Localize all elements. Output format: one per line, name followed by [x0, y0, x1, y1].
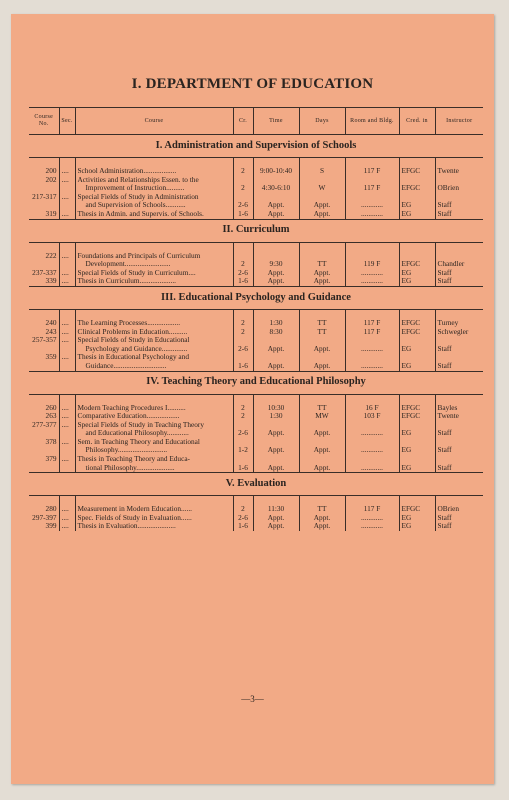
header-cr: Cr. — [233, 108, 253, 135]
credit-hours: 2 — [233, 404, 253, 413]
credit-in: EG — [399, 429, 435, 438]
header-sec: Sec. — [59, 108, 75, 135]
room-building: 117 F — [345, 319, 399, 328]
section: .... — [59, 336, 75, 345]
section: .... — [59, 176, 75, 185]
course-schedule-table — [29, 107, 483, 531]
course-title: Spec. Fields of Study in Evaluation...... — [75, 514, 233, 523]
course-title: Thesis in Admin. and Supervis. of Schools. — [75, 210, 233, 219]
section: .... — [59, 455, 75, 464]
section: .... — [59, 514, 75, 523]
instructor: Twente — [435, 412, 483, 421]
table-row — [29, 277, 483, 286]
course-number: 277-377 — [32, 419, 57, 429]
section: .... — [59, 421, 75, 430]
course-title — [75, 464, 233, 473]
course-title: Special Fields of Study in Curriculum.... — [75, 269, 233, 278]
credit-in: EFGC — [399, 328, 435, 337]
course-title: Thesis in Educational Psychology and — [75, 353, 233, 362]
credit-hours: 2 — [233, 505, 253, 514]
room-building: ............ — [345, 464, 399, 473]
table-header-row — [29, 108, 483, 135]
course-title-continuation: Improvement of Instruction.......... — [85, 183, 185, 193]
header-instructor: Instructor — [435, 108, 483, 135]
course-title: School Administration.................. — [75, 167, 233, 176]
course-number: 243 — [45, 326, 57, 336]
meeting-time: Appt. — [253, 429, 299, 438]
course-number: 202 — [45, 174, 57, 184]
section-heading: V. Evaluation — [29, 473, 483, 496]
meeting-days: Appt. — [299, 210, 345, 219]
header-days: Days — [299, 108, 345, 135]
credit-in: EG — [399, 210, 435, 219]
section: .... — [59, 193, 75, 202]
room-building: 117 F — [345, 184, 399, 193]
meeting-time: Appt. — [253, 514, 299, 523]
section: .... — [59, 269, 75, 278]
course-title: Special Fields of Study in Educational — [75, 336, 233, 345]
section: .... — [59, 505, 75, 514]
instructor: Staff — [435, 277, 483, 286]
course-title: Comparative Education.................. — [75, 412, 233, 421]
header-cred: Cred. in — [399, 108, 435, 135]
instructor: Staff — [435, 269, 483, 278]
instructor: Chandler — [435, 260, 483, 269]
credit-in: EG — [399, 345, 435, 354]
course-title: Thesis in Evaluation..................... — [75, 522, 233, 531]
meeting-time: Appt. — [253, 210, 299, 219]
credit-in: EFGC — [399, 167, 435, 176]
room-building: ............ — [345, 277, 399, 286]
table-row — [29, 464, 483, 473]
room-building: 16 F — [345, 404, 399, 413]
course-title: Activities and Relationships Essen. to the — [75, 176, 233, 185]
credit-hours: 2 — [233, 328, 253, 337]
section: .... — [59, 328, 75, 337]
room-building: ............ — [345, 522, 399, 531]
meeting-days: Appt. — [299, 464, 345, 473]
course-title-continuation: Guidance............................. — [85, 360, 167, 370]
credit-in: EFGC — [399, 184, 435, 193]
room-building: 119 F — [345, 260, 399, 269]
meeting-time: 11:30 — [253, 505, 299, 514]
course-number: 263 — [45, 411, 57, 421]
department-title: I. DEPARTMENT OF EDUCATION — [131, 76, 374, 92]
section-heading: III. Educational Psychology and Guidance — [29, 286, 483, 309]
course-number: 359 — [45, 352, 57, 362]
course-number: 237-337 — [32, 267, 57, 277]
instructor: Staff — [435, 362, 483, 371]
header-course: Course — [75, 108, 233, 135]
section-heading-row — [29, 219, 483, 242]
section: .... — [59, 252, 75, 261]
meeting-days: TT — [299, 328, 345, 337]
credit-in: EFGC — [399, 412, 435, 421]
room-building: ............ — [345, 446, 399, 455]
course-number — [29, 464, 59, 473]
meeting-time: Appt. — [253, 522, 299, 531]
meeting-days: W — [299, 184, 345, 193]
course-number: 319 — [29, 210, 59, 219]
instructor: Bayles — [435, 404, 483, 413]
meeting-time: 8:30 — [253, 328, 299, 337]
instructor: Staff — [435, 514, 483, 523]
meeting-days: Appt. — [299, 522, 345, 531]
course-number — [29, 362, 59, 371]
course-title-continuation: and Educational Philosophy............ — [85, 428, 189, 438]
table-row — [29, 362, 483, 371]
credit-hours: 2 — [233, 319, 253, 328]
section — [59, 362, 75, 371]
credit-in: EG — [399, 446, 435, 455]
meeting-time: Appt. — [253, 269, 299, 278]
credit-in: EG — [399, 522, 435, 531]
course-number: 260 — [45, 402, 57, 412]
credit-in: EG — [399, 362, 435, 371]
course-title: Special Fields of Study in Teaching Theory — [75, 421, 233, 430]
section-heading-row — [29, 473, 483, 496]
instructor: Staff — [435, 446, 483, 455]
credit-in: EG — [399, 464, 435, 473]
instructor: Staff — [435, 522, 483, 531]
meeting-days: TT — [299, 319, 345, 328]
credit-hours: 1-6 — [233, 362, 253, 371]
meeting-days: Appt. — [299, 446, 345, 455]
meeting-time: Appt. — [253, 277, 299, 286]
credit-hours: 1-6 — [233, 464, 253, 473]
course-title: The Learning Processes.................. — [75, 319, 233, 328]
meeting-days: Appt. — [299, 201, 345, 210]
meeting-days: TT — [299, 505, 345, 514]
header-course-no: Course No. — [29, 108, 59, 135]
meeting-days: Appt. — [299, 362, 345, 371]
credit-hours: 2-6 — [233, 269, 253, 278]
header-room: Room and Bldg. — [345, 108, 399, 135]
section-heading-row — [29, 286, 483, 309]
page-number: —3— — [241, 694, 264, 704]
meeting-days: S — [299, 167, 345, 176]
credit-in: EFGC — [399, 319, 435, 328]
instructor: Staff — [435, 345, 483, 354]
course-title: Measurement in Modern Education...... — [75, 505, 233, 514]
meeting-days: Appt. — [299, 345, 345, 354]
meeting-time: Appt. — [253, 446, 299, 455]
section: .... — [59, 277, 75, 286]
meeting-days: Appt. — [299, 269, 345, 278]
course-number: 217-317 — [32, 191, 57, 201]
course-number: 339 — [29, 277, 59, 286]
instructor: Staff — [435, 210, 483, 219]
meeting-time: 10:30 — [253, 404, 299, 413]
instructor: Schwegler — [435, 328, 483, 337]
section: .... — [59, 210, 75, 219]
meeting-days: Appt. — [299, 514, 345, 523]
credit-hours: 1-6 — [233, 522, 253, 531]
room-building: ............ — [345, 429, 399, 438]
section-heading-row — [29, 371, 483, 394]
credit-hours: 2-6 — [233, 201, 253, 210]
meeting-time: Appt. — [253, 362, 299, 371]
section: .... — [59, 412, 75, 421]
room-building: 117 F — [345, 167, 399, 176]
credit-in: EFGC — [399, 404, 435, 413]
section: .... — [59, 353, 75, 362]
course-number: 399 — [45, 521, 57, 531]
course-title-continuation: tional Philosophy..................... — [85, 462, 175, 472]
credit-hours: 1-6 — [233, 277, 253, 286]
meeting-days: Appt. — [299, 277, 345, 286]
course-number: 280 — [45, 504, 57, 514]
meeting-days: MW — [299, 412, 345, 421]
course-number: 200 — [45, 166, 57, 175]
instructor: Staff — [435, 201, 483, 210]
schedule-body — [29, 135, 483, 532]
table-row — [29, 210, 483, 219]
room-building: ............ — [345, 210, 399, 219]
room-building: 103 F — [345, 412, 399, 421]
meeting-time: Appt. — [253, 345, 299, 354]
room-building: ............ — [345, 514, 399, 523]
instructor: OBrien — [435, 184, 483, 193]
meeting-days: Appt. — [299, 429, 345, 438]
credit-in: EFGC — [399, 260, 435, 269]
section-heading: II. Curriculum — [29, 219, 483, 242]
course-number: 378 — [45, 436, 57, 446]
instructor: Staff — [435, 429, 483, 438]
course-title-continuation: Philosophy........................... — [85, 445, 168, 455]
credit-hours: 2 — [233, 260, 253, 269]
room-building: ............ — [345, 345, 399, 354]
section: .... — [59, 438, 75, 447]
room-building: ............ — [345, 269, 399, 278]
room-building: 117 F — [345, 328, 399, 337]
credit-in: EG — [399, 514, 435, 523]
course-title-continuation: and Supervision of Schools........... — [85, 200, 186, 210]
meeting-time: 4:30-6:10 — [253, 184, 299, 193]
credit-in: EFGC — [399, 505, 435, 514]
course-title-continuation: Psychology and Guidance.............. — [85, 343, 188, 353]
header-time: Time — [253, 108, 299, 135]
course-number: 297-397 — [32, 512, 57, 522]
course-title: Sem. in Teaching Theory and Educational — [75, 438, 233, 447]
course-number: 222 — [45, 250, 57, 260]
meeting-days: TT — [299, 260, 345, 269]
credit-hours: 2 — [233, 167, 253, 176]
section — [59, 464, 75, 473]
meeting-time: 9:00-10:40 — [253, 167, 299, 176]
course-title: Thesis in Curriculum.................... — [75, 277, 233, 286]
course-number: 379 — [45, 454, 57, 464]
section: .... — [59, 319, 75, 328]
course-title: Foundations and Principals of Curriculum — [75, 252, 233, 261]
section-heading-row — [29, 135, 483, 158]
room-building: 117 F — [345, 505, 399, 514]
section-heading: IV. Teaching Theory and Educational Philosophy — [29, 371, 483, 394]
credit-hours: 2-6 — [233, 514, 253, 523]
instructor: Turney — [435, 319, 483, 328]
credit-hours: 1-6 — [233, 210, 253, 219]
room-building: ............ — [345, 201, 399, 210]
room-building: ............ — [345, 362, 399, 371]
credit-in: EG — [399, 269, 435, 278]
section: .... — [59, 167, 75, 176]
credit-in: EG — [399, 277, 435, 286]
credit-hours: 1-2 — [233, 446, 253, 455]
section-heading: I. Administration and Supervision of Schools — [29, 135, 483, 158]
meeting-time: Appt. — [253, 201, 299, 210]
meeting-time: 1:30 — [253, 319, 299, 328]
course-number: 257-357 — [32, 335, 57, 345]
credit-in: EG — [399, 201, 435, 210]
course-number: 240 — [45, 317, 57, 327]
course-title-continuation: Development......................... — [85, 259, 171, 269]
credit-hours: 2-6 — [233, 429, 253, 438]
meeting-time: 9:30 — [253, 260, 299, 269]
credit-hours: 2-6 — [233, 345, 253, 354]
course-title: Thesis in Teaching Theory and Educa- — [75, 455, 233, 464]
instructor: Twente — [435, 167, 483, 176]
meeting-days: TT — [299, 404, 345, 413]
meeting-time: Appt. — [253, 464, 299, 473]
catalog-page — [11, 14, 494, 784]
table-row — [29, 522, 483, 531]
section: .... — [59, 404, 75, 413]
instructor: Staff — [435, 464, 483, 473]
credit-hours: 2 — [233, 184, 253, 193]
course-title: Clinical Problems in Education.......... — [75, 328, 233, 337]
instructor: OBrien — [435, 505, 483, 514]
section: .... — [59, 522, 75, 531]
course-title: Special Fields of Study in Administration — [75, 193, 233, 202]
course-title: Modern Teaching Procedures I.......... — [75, 404, 233, 413]
course-title — [75, 362, 233, 371]
meeting-time: 1:30 — [253, 412, 299, 421]
credit-hours: 2 — [233, 412, 253, 421]
